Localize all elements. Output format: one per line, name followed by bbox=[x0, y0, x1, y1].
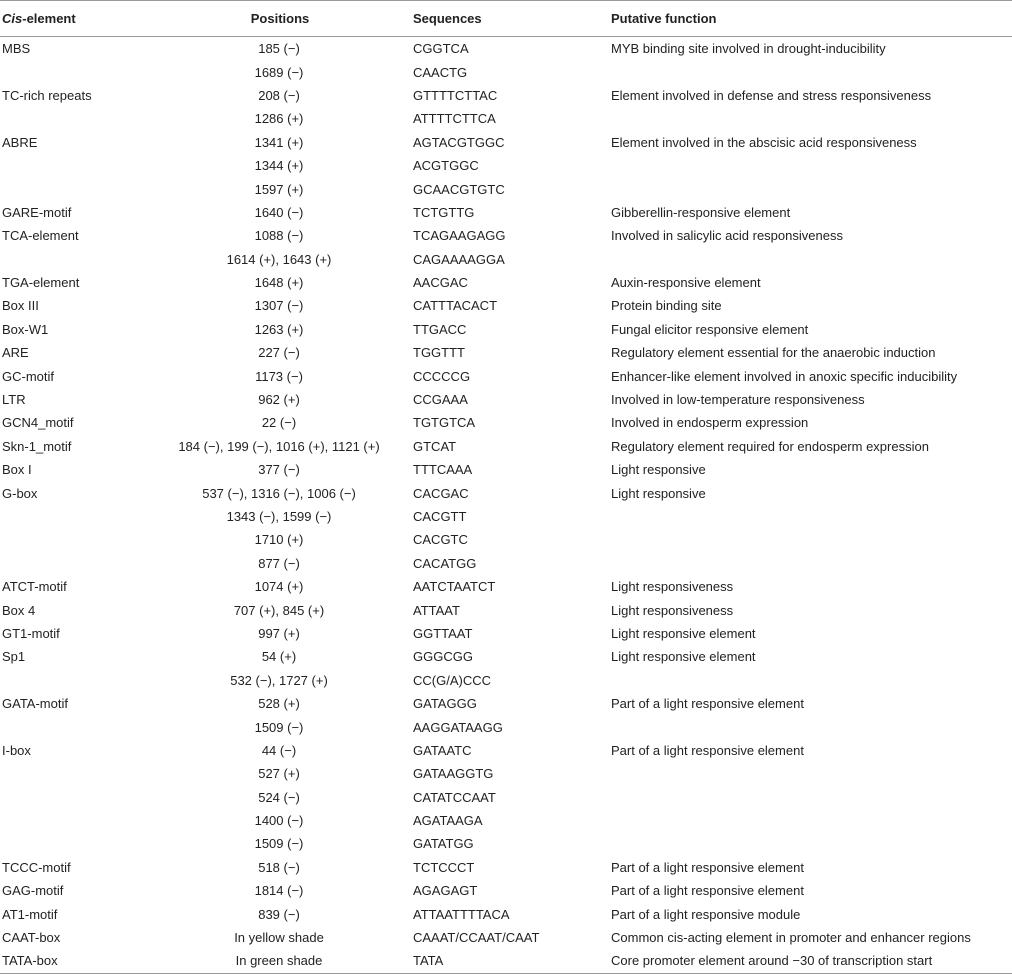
table-row bbox=[0, 505, 1012, 528]
header-row bbox=[0, 1, 1012, 37]
header-cis-italic: Cis bbox=[2, 11, 23, 26]
cell-function: Element involved in defense and stress responsiveness bbox=[611, 87, 932, 103]
cell-position: 1263 (+) bbox=[254, 321, 304, 337]
cell-element: Skn-1_motif bbox=[2, 438, 72, 454]
cell-element: I-box bbox=[2, 742, 31, 758]
cell-function: Common cis-acting element in promoter and enhancer regions bbox=[611, 930, 971, 946]
cell-function bbox=[609, 809, 1012, 832]
cell-function: Part of a light responsive element bbox=[611, 883, 804, 899]
cell-element: GAG-motif bbox=[2, 883, 64, 899]
cell-position: 185 (−) bbox=[258, 41, 300, 57]
cell-position: 1814 (−) bbox=[254, 883, 304, 899]
table-row bbox=[0, 949, 1012, 973]
cell-sequence: TCTGTTG bbox=[413, 204, 475, 220]
cell-function bbox=[609, 715, 1012, 738]
cell-position: In yellow shade bbox=[234, 930, 324, 946]
cell-position: 1341 (+) bbox=[254, 134, 304, 150]
cell-position: 1509 (−) bbox=[254, 836, 304, 852]
table-row bbox=[0, 902, 1012, 925]
table-row bbox=[0, 201, 1012, 224]
header-element-suffix: -element bbox=[22, 11, 76, 26]
cell-sequence: TCTCCCT bbox=[413, 859, 475, 875]
cell-sequence: CAAAT/CCAAT/CAAT bbox=[413, 930, 540, 946]
cell-position: 1614 (+), 1643 (+) bbox=[226, 251, 332, 267]
cell-sequence: GATAGGG bbox=[413, 696, 477, 712]
header-putative-function: Putative function bbox=[609, 1, 1012, 37]
cell-sequence: CACATGG bbox=[413, 555, 477, 571]
cell-position: 537 (−), 1316 (−), 1006 (−) bbox=[202, 485, 356, 501]
cell-position: 518 (−) bbox=[258, 859, 300, 875]
cell-element: MBS bbox=[2, 41, 31, 57]
table-row bbox=[0, 435, 1012, 458]
cell-position: 1710 (+) bbox=[254, 532, 304, 548]
table-row bbox=[0, 809, 1012, 832]
cell-element bbox=[0, 528, 147, 551]
table-row bbox=[0, 318, 1012, 341]
cell-element: Sp1 bbox=[2, 649, 26, 665]
cell-element: Box 4 bbox=[2, 602, 36, 618]
cell-position: 1648 (+) bbox=[254, 275, 304, 291]
cell-sequence: ATTAAT bbox=[413, 602, 460, 618]
cell-sequence: CAGAAAAGGA bbox=[413, 251, 505, 267]
cell-sequence: ATTAATTTTACA bbox=[413, 906, 510, 922]
cell-element: G-box bbox=[2, 485, 38, 501]
table-row bbox=[0, 669, 1012, 692]
cell-position: 54 (+) bbox=[261, 649, 297, 665]
cell-position: 1173 (−) bbox=[255, 368, 303, 384]
cell-element: GARE-motif bbox=[2, 204, 72, 220]
cell-element: Box-W1 bbox=[2, 321, 49, 337]
cell-sequence: CATTTACACT bbox=[413, 298, 498, 314]
cell-element bbox=[0, 669, 147, 692]
cell-element: ABRE bbox=[2, 134, 38, 150]
cell-position: 1074 (+) bbox=[254, 579, 304, 595]
cell-position: 1597 (+) bbox=[254, 181, 304, 197]
cell-element: TCCC-motif bbox=[2, 859, 71, 875]
cell-sequence: AATCTAATCT bbox=[413, 579, 496, 595]
cell-sequence: ATTTTCTTCA bbox=[413, 111, 496, 127]
cell-sequence: AGTACGTGGC bbox=[413, 134, 505, 150]
cell-element bbox=[0, 505, 147, 528]
table-row bbox=[0, 552, 1012, 575]
header-positions: Positions bbox=[147, 1, 411, 37]
cell-function: Involved in salicylic acid responsiveness bbox=[611, 228, 843, 244]
cell-function: Light responsive element bbox=[611, 625, 756, 641]
cell-position: 1307 (−) bbox=[254, 298, 304, 314]
cell-function: Light responsiveness bbox=[611, 602, 734, 618]
cell-function bbox=[609, 248, 1012, 271]
cell-position: 1343 (−), 1599 (−) bbox=[226, 509, 332, 524]
cell-sequence: GCAACGTGTC bbox=[413, 181, 505, 197]
cell-sequence: TTTCAAA bbox=[413, 462, 473, 478]
cell-function: Part of a light responsive element bbox=[611, 859, 804, 875]
cell-element: TGA-element bbox=[2, 275, 80, 291]
cell-position: 22 (−) bbox=[261, 415, 297, 431]
table-row bbox=[0, 528, 1012, 551]
cell-function: Light responsive bbox=[611, 462, 706, 478]
cell-function: Enhancer-like element involved in anoxic specific inducibility bbox=[611, 368, 958, 384]
table-row bbox=[0, 832, 1012, 855]
cell-element bbox=[0, 177, 147, 200]
cell-element: GATA-motif bbox=[2, 696, 68, 712]
cell-element: AT1-motif bbox=[2, 906, 58, 922]
table-row bbox=[0, 598, 1012, 621]
table-row bbox=[0, 271, 1012, 294]
cell-function: Light responsive bbox=[611, 485, 706, 501]
cell-sequence: ACGTGGC bbox=[413, 158, 479, 174]
table-body bbox=[0, 37, 1012, 974]
table-row bbox=[0, 879, 1012, 902]
table-row bbox=[0, 60, 1012, 83]
cell-sequence: CACGAC bbox=[413, 485, 469, 501]
table-row bbox=[0, 481, 1012, 504]
cell-element bbox=[0, 248, 147, 271]
cell-function: Regulatory element essential for the anaerobic induction bbox=[611, 345, 936, 361]
cell-sequence: GATATGG bbox=[413, 836, 474, 852]
cell-sequence: AAGGATAAGG bbox=[413, 719, 503, 735]
cell-position: 997 (+) bbox=[258, 625, 300, 641]
table-row bbox=[0, 645, 1012, 668]
cell-function bbox=[609, 762, 1012, 785]
cell-function: Light responsive element bbox=[611, 649, 756, 665]
cell-position: 1509 (−) bbox=[254, 719, 304, 735]
cell-sequence: GATAAGGTG bbox=[413, 766, 494, 782]
cell-function: Part of a light responsive element bbox=[611, 742, 804, 758]
table-header bbox=[0, 1, 1012, 37]
cell-sequence: GTCAT bbox=[413, 438, 457, 454]
cell-function: Protein binding site bbox=[611, 298, 722, 314]
cell-function bbox=[609, 60, 1012, 83]
cell-element: GC-motif bbox=[2, 368, 54, 384]
cell-position: In green shade bbox=[147, 949, 411, 973]
cell-element bbox=[0, 832, 147, 855]
table-row bbox=[0, 37, 1012, 61]
cell-function bbox=[609, 505, 1012, 528]
table-row bbox=[0, 856, 1012, 879]
cell-position: 1088 (−) bbox=[254, 228, 304, 244]
cell-sequence: AACGAC bbox=[413, 275, 468, 291]
cell-function bbox=[609, 528, 1012, 551]
table-row bbox=[0, 762, 1012, 785]
cell-sequence: GGTTAAT bbox=[413, 625, 473, 641]
cell-position: 227 (−) bbox=[258, 345, 300, 361]
cell-function: Gibberellin-responsive element bbox=[611, 204, 791, 220]
cell-element: ATCT-motif bbox=[2, 579, 67, 595]
cell-function: Auxin-responsive element bbox=[611, 275, 761, 291]
cell-function bbox=[609, 786, 1012, 809]
cell-sequence: CAACTG bbox=[413, 64, 468, 80]
cell-element: TATA-box bbox=[0, 949, 147, 973]
cell-function bbox=[609, 552, 1012, 575]
cell-sequence: TGTGTCA bbox=[413, 415, 476, 431]
table-row bbox=[0, 224, 1012, 247]
cell-sequence: TATA bbox=[411, 949, 609, 973]
cell-element: Box I bbox=[2, 462, 32, 478]
cell-element bbox=[0, 715, 147, 738]
cell-function bbox=[609, 669, 1012, 692]
cell-element: LTR bbox=[2, 392, 26, 408]
cell-function: Part of a light responsive module bbox=[611, 906, 801, 922]
cell-element: TC-rich repeats bbox=[2, 87, 92, 103]
cell-sequence: AGATAAGA bbox=[413, 813, 483, 829]
table-row bbox=[0, 248, 1012, 271]
cell-position: 377 (−) bbox=[258, 462, 300, 478]
table-row bbox=[0, 692, 1012, 715]
cell-element: Box III bbox=[2, 298, 39, 314]
cell-element bbox=[0, 154, 147, 177]
table-row bbox=[0, 364, 1012, 387]
cell-position: 877 (−) bbox=[258, 555, 300, 571]
cell-element: GCN4_motif bbox=[2, 415, 74, 431]
cell-position: 1286 (+) bbox=[254, 111, 304, 127]
cell-position: 184 (−), 199 (−), 1016 (+), 1121 (+) bbox=[178, 438, 380, 454]
cell-function: Involved in endosperm expression bbox=[611, 415, 809, 431]
table-row bbox=[0, 84, 1012, 107]
cell-function: Part of a light responsive element bbox=[611, 696, 804, 712]
cell-sequence: CCGAAA bbox=[413, 392, 468, 408]
cell-position: 44 (−) bbox=[261, 742, 297, 758]
cell-position: 1400 (−) bbox=[254, 813, 304, 829]
cell-sequence: GTTTTCTTAC bbox=[413, 87, 498, 103]
table-row bbox=[0, 458, 1012, 481]
cell-function bbox=[609, 154, 1012, 177]
header-cis-element bbox=[0, 1, 147, 37]
cell-function: Core promoter element around −30 of transcription start bbox=[609, 949, 1012, 973]
cell-sequence: CC(G/A)CCC bbox=[413, 672, 491, 688]
cell-sequence: TCAGAAGAGG bbox=[413, 228, 506, 244]
cell-element bbox=[0, 552, 147, 575]
cell-position: 839 (−) bbox=[258, 906, 300, 922]
cell-function: MYB binding site involved in drought-inducibility bbox=[611, 41, 886, 57]
cell-sequence: TGGTTT bbox=[413, 345, 465, 361]
cell-sequence: CATATCCAAT bbox=[413, 789, 496, 805]
cell-function: Light responsiveness bbox=[611, 579, 734, 595]
cell-function bbox=[609, 107, 1012, 130]
cell-element bbox=[0, 809, 147, 832]
cell-element: TCA-element bbox=[2, 228, 79, 244]
table-row bbox=[0, 575, 1012, 598]
cell-element bbox=[0, 762, 147, 785]
table-row bbox=[0, 341, 1012, 364]
table-row bbox=[0, 786, 1012, 809]
table-row bbox=[0, 131, 1012, 154]
cell-function: Regulatory element required for endosperm expression bbox=[611, 438, 929, 454]
cell-position: 1640 (−) bbox=[254, 204, 304, 220]
cell-sequence: TTGACC bbox=[413, 321, 467, 337]
cell-sequence: CACGTC bbox=[413, 532, 468, 548]
cell-sequence: GATAATC bbox=[413, 742, 472, 758]
table-row bbox=[0, 294, 1012, 317]
table-row bbox=[0, 107, 1012, 130]
cell-function: Involved in low-temperature responsiveness bbox=[611, 392, 865, 408]
cell-position: 1344 (+) bbox=[254, 158, 304, 174]
cell-element: CAAT-box bbox=[2, 930, 61, 946]
cell-function: Element involved in the abscisic acid responsiveness bbox=[611, 134, 917, 150]
table-row bbox=[0, 739, 1012, 762]
cell-function: Fungal elicitor responsive element bbox=[611, 321, 809, 337]
cell-sequence: CGGTCA bbox=[413, 41, 469, 57]
table-row bbox=[0, 926, 1012, 949]
cell-position: 962 (+) bbox=[258, 392, 300, 408]
cell-element: GT1-motif bbox=[2, 625, 60, 641]
cell-position: 528 (+) bbox=[258, 696, 300, 712]
cell-sequence: CACGTT bbox=[413, 509, 467, 524]
cell-sequence: AGAGAGT bbox=[413, 883, 478, 899]
cell-element: ARE bbox=[2, 345, 29, 361]
table-row bbox=[0, 622, 1012, 645]
cell-function bbox=[609, 832, 1012, 855]
table-row bbox=[0, 411, 1012, 434]
cell-position: 707 (+), 845 (+) bbox=[233, 602, 325, 618]
header-sequences: Sequences bbox=[411, 1, 609, 37]
table-row bbox=[0, 154, 1012, 177]
cell-sequence: CCCCCG bbox=[413, 368, 471, 384]
cell-position: 208 (−) bbox=[258, 87, 300, 103]
cell-element bbox=[0, 107, 147, 130]
cell-position: 1689 (−) bbox=[254, 64, 304, 80]
cell-position: 524 (−) bbox=[258, 789, 300, 805]
cell-position: 527 (+) bbox=[258, 766, 300, 782]
cell-position: 532 (−), 1727 (+) bbox=[230, 672, 328, 688]
table-row bbox=[0, 715, 1012, 738]
table-row bbox=[0, 177, 1012, 200]
cell-element bbox=[0, 60, 147, 83]
cell-sequence: GGGCGG bbox=[413, 649, 473, 665]
cell-element bbox=[0, 786, 147, 809]
cell-function bbox=[609, 177, 1012, 200]
table-row bbox=[0, 388, 1012, 411]
